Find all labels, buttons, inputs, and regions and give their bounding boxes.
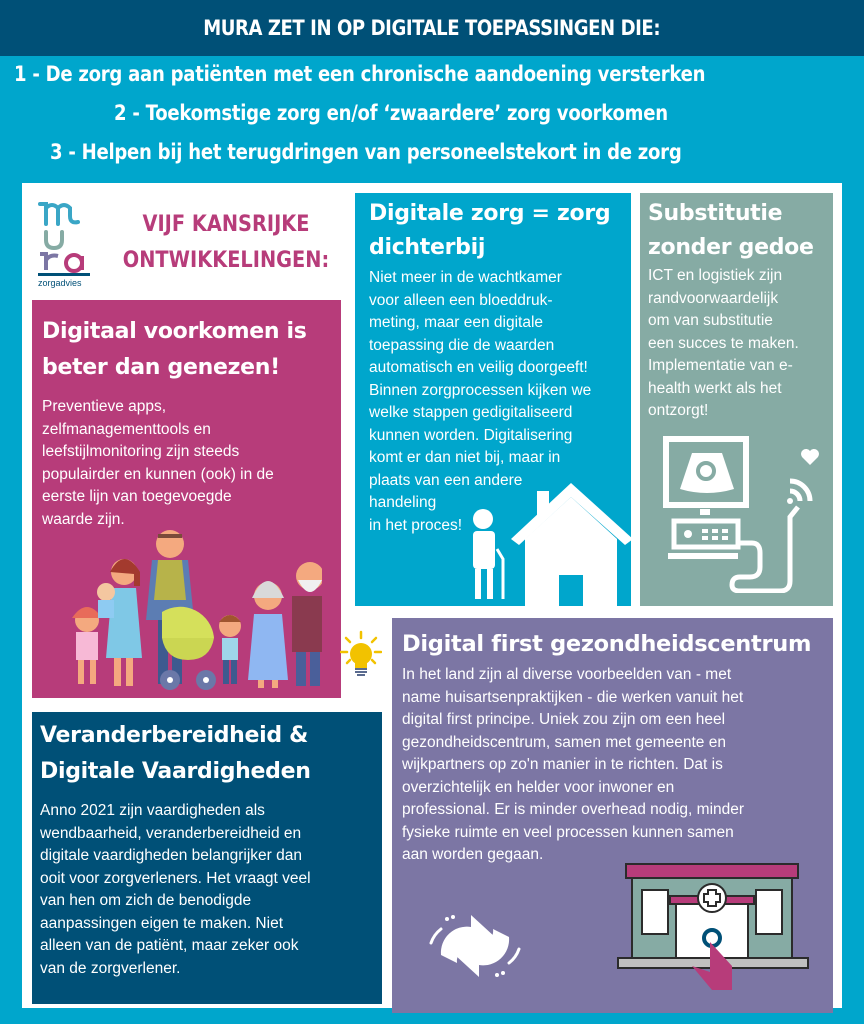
- panel-title: Digitale zorg = zorg dichterbij: [369, 201, 611, 260]
- panel-body: Preventieve apps, zelfmanagementtools en leefstijlmonitoring zijn steeds populairder en kunnen (ook) in de eerste lijn van toegevoegde waarde zijn.: [42, 398, 274, 528]
- panel-digitaal-voorkomen: [32, 300, 341, 698]
- ultrasound-monitor-icon: [660, 433, 830, 593]
- panel-title: Digital first gezondheidscentrum: [402, 631, 812, 657]
- refresh-arrows-icon: [425, 905, 525, 987]
- health-center-icon: [614, 860, 824, 1000]
- header-bar: [0, 0, 864, 56]
- panel-veranderbereidheid: [32, 712, 382, 1004]
- house-elderly-icon: [463, 479, 631, 606]
- panel-title: Digitaal voorkomen is beter dan genezen!: [42, 319, 307, 380]
- goal-1: 1 - De zorg aan patiënten met een chronische aandoening versterken: [14, 62, 706, 86]
- heading-line-1: VIJF KANSRIJKE: [142, 212, 310, 237]
- section-heading: [116, 207, 336, 279]
- panel-body: In het land zijn al diverse voorbeelden van - met name huisartsenpraktijken - die werken vanuit het digital first principe. Uniek zou zijn om een heel gezondheidscentrum, samen met gemeente en wijkpartners op zo'n manier in te richten. Dat is overzichtelijk en helder voor inwoner en professional. Er is minder overhead nodig, minder fysieke ruimte en veel processen kunnen samen aan worden gegaan.: [402, 666, 745, 863]
- panel-body: Niet meer in de wachtkamer voor alleen een bloeddruk- meting, maar een digitale toepassing die de waarden automatisch en veilig doorgeeft! Binnen zorgprocessen kijken we welke stappen gedigitaliseerd kunnen worden. Digitalisering komt er dan niet bij, maar in plaats van een andere handeling in het proces!: [369, 269, 592, 534]
- panel-title: Veranderbereidheid & Digitale Vaardigheden: [40, 723, 311, 784]
- lightbulb-icon: [340, 630, 382, 678]
- panel-body: Anno 2021 zijn vaardigheden als wendbaarheid, veranderbereidheid en digitale vaardigheden belangrijker dan ooit voor zorgverleners. Het vraagt veel van hen om zich de benodigde aanpassingen eigen te maken. Niet alleen van de patiënt, maar zeker ook van de zorgverlener.: [40, 802, 311, 977]
- goal-2: 2 - Toekomstige zorg en/of ‘zwaardere’ zorg voorkomen: [114, 101, 668, 125]
- mura-logo: [36, 198, 98, 288]
- panel-substitutie: [640, 193, 833, 606]
- family-illustration: [62, 522, 322, 692]
- panel-body: ICT en logistiek zijn randvoorwaardelijk om van substitutie een succes te maken. Implementatie van e- health werkt als het ontzorgt!: [648, 267, 799, 419]
- goal-3: 3 - Helpen bij het terugdringen van personeelstekort in de zorg: [50, 140, 682, 164]
- panel-title: Substitutie zonder gedoe: [648, 201, 814, 260]
- heading-line-2: ONTWIKKELINGEN:: [122, 248, 330, 273]
- panel-digitale-zorg-dichterbij: [355, 193, 631, 606]
- header-title: MURA ZET IN OP DIGITALE TOEPASSINGEN DIE:: [203, 16, 661, 40]
- svg-text:zorgadvies: zorgadvies: [38, 278, 82, 288]
